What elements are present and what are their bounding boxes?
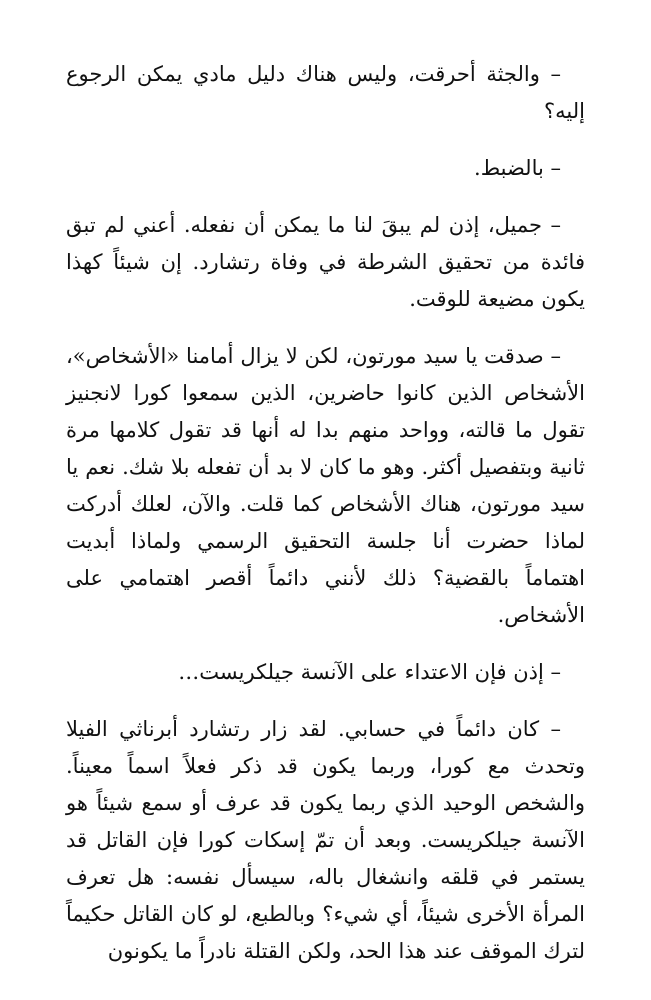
book-page xyxy=(66,56,585,990)
paragraph-3: – جميل، إذن لم يبقَ لنا ما يمكن أن نفعله. أعني لم تبق فائدة من تحقيق الشرطة في وفاة رتشارد. إن شيئاً كهذا يكون مضيعة للوقت. xyxy=(66,213,585,311)
paragraph-6: – كان دائماً في حسابي. لقد زار رتشارد أبرناثي الفيلا وتحدث مع كورا، وربما يكون قد ذكر فعلاً اسماً معيناً. والشخص الوحيد الذي ربما يكون قد عرف أو سمع شيئاً هو الآنسة جيلكريست. وبعد أن تمّ إسكات كورا فإن القاتل قد يستمر في قلقه وانشغال باله، سيسأل نفسه: هل تعرف المرأة الأخرى شيئاً، أي شيء؟ وبالطبع، لو كان القاتل حكيماً لترك الموقف عند هذا الحد، ولكن القتلة نادراً ما يكونون xyxy=(66,717,585,963)
paragraph-4: – صدقت يا سيد مورتون، لكن لا يزال أمامنا «الأشخاص»، الأشخاص الذين كانوا حاضرين، الذين سمعوا كورا لانجنيز تقول ما قالته، وواحد منهم بدا له أنها قد تقول كلامها مرة ثانية وبتفصيل أكثر. وهو ما كان لا بد أن تفعله بلا شك. نعم يا سيد مورتون، هناك الأشخاص كما قلت. والآن، لعلك أدركت لماذا حضرت أنا جلسة التحقيق الرسمي ولماذا أبديت اهتماماً بالقضية؟ ذلك لأنني دائماً أقصر اهتمامي على الأشخاص. xyxy=(66,344,585,627)
paragraph-2: – بالضبط. xyxy=(474,156,561,180)
paragraph-1: – والجثة أحرقت، وليس هناك دليل مادي يمكن الرجوع إليه؟ xyxy=(66,62,585,123)
paragraph-5: – إذن فإن الاعتداء على الآنسة جيلكريست… xyxy=(178,660,561,684)
